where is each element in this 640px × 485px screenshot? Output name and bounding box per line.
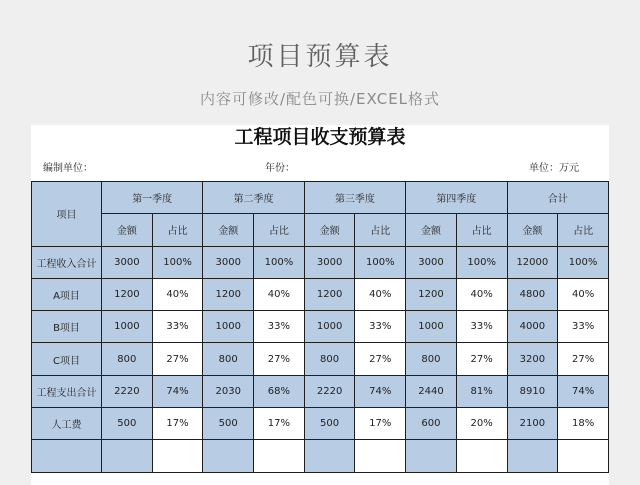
amount-cell: 1000 [406,311,457,343]
ratio-cell: 27% [558,343,609,375]
row-label: A项目 [32,278,102,310]
year-label: 年份： [265,163,295,174]
row-label: 工程支出合计 [32,375,102,407]
row-label: C项目 [32,343,102,375]
ratio-cell: 27% [355,343,406,375]
header-ratio: 占比 [456,214,507,246]
currency-unit-label: 单位：万元 [529,163,579,174]
amount-cell: 1200 [102,278,153,310]
ratio-cell: 100% [254,246,305,278]
compiling-unit-label: 编制单位： [43,163,93,174]
header-ratio: 占比 [355,214,406,246]
ratio-cell: 81% [456,375,507,407]
ratio-cell: 40% [456,278,507,310]
ratio-cell: 100% [456,246,507,278]
amount-cell: 2440 [406,375,457,407]
ratio-cell: 100% [558,246,609,278]
ratio-cell: 27% [254,343,305,375]
ratio-cell: 68% [254,375,305,407]
amount-cell: 4000 [507,311,558,343]
table-row [32,246,609,278]
amount-cell: 3000 [102,246,153,278]
amount-cell: 12000 [507,246,558,278]
amount-cell: 1200 [304,278,355,310]
ratio-cell: 33% [355,311,406,343]
row-label: B项目 [32,311,102,343]
header-amount: 金额 [507,214,558,246]
amount-cell [203,440,254,472]
ratio-cell: 20% [456,408,507,440]
budget-table [31,181,609,473]
table-row [32,311,609,343]
amount-cell: 8910 [507,375,558,407]
header-amount: 金额 [203,214,254,246]
header-q4: 第四季度 [406,182,507,214]
ratio-cell: 33% [254,311,305,343]
table-row [32,440,609,472]
amount-cell: 800 [102,343,153,375]
ratio-cell: 18% [558,408,609,440]
ratio-cell: 17% [254,408,305,440]
ratio-cell: 40% [355,278,406,310]
amount-cell: 500 [203,408,254,440]
ratio-cell [152,440,203,472]
amount-cell: 2220 [102,375,153,407]
amount-cell: 1000 [102,311,153,343]
header-ratio: 占比 [254,214,305,246]
amount-cell: 1200 [406,278,457,310]
ratio-cell: 40% [152,278,203,310]
header-ratio: 占比 [558,214,609,246]
budget-table-body [32,182,609,473]
ratio-cell: 74% [152,375,203,407]
ratio-cell: 100% [355,246,406,278]
row-label: 人工费 [32,408,102,440]
ratio-cell [355,440,406,472]
amount-cell: 2100 [507,408,558,440]
ratio-cell: 17% [355,408,406,440]
amount-cell [304,440,355,472]
amount-cell: 500 [102,408,153,440]
ratio-cell: 27% [456,343,507,375]
amount-cell: 1000 [304,311,355,343]
header-row-groups [32,182,609,214]
amount-cell: 3200 [507,343,558,375]
header-amount: 金额 [406,214,457,246]
header-amount: 金额 [304,214,355,246]
ratio-cell: 74% [558,375,609,407]
header-q1: 第一季度 [102,182,203,214]
table-row [32,343,609,375]
table-row [32,278,609,310]
ratio-cell: 40% [558,278,609,310]
row-label [32,440,102,472]
header-q2: 第二季度 [203,182,304,214]
amount-cell: 2220 [304,375,355,407]
ratio-cell [558,440,609,472]
amount-cell: 2030 [203,375,254,407]
table-row [32,408,609,440]
ratio-cell: 33% [152,311,203,343]
row-label: 工程收入合计 [32,246,102,278]
amount-cell: 800 [203,343,254,375]
amount-cell: 500 [304,408,355,440]
header-q3: 第三季度 [304,182,405,214]
amount-cell: 3000 [304,246,355,278]
ratio-cell: 100% [152,246,203,278]
amount-cell: 600 [406,408,457,440]
amount-cell: 1200 [203,278,254,310]
budget-sheet [31,125,609,485]
page-subtitle: 内容可修改/配色可换/EXCEL格式 [199,90,441,108]
amount-cell [406,440,457,472]
ratio-cell [254,440,305,472]
amount-cell: 800 [304,343,355,375]
header-total: 合计 [507,182,609,214]
header-ratio: 占比 [152,214,203,246]
amount-cell: 800 [406,343,457,375]
amount-cell [102,440,153,472]
table-row [32,375,609,407]
ratio-cell [456,440,507,472]
amount-cell: 4800 [507,278,558,310]
amount-cell [507,440,558,472]
amount-cell: 3000 [406,246,457,278]
ratio-cell: 40% [254,278,305,310]
amount-cell: 1000 [203,311,254,343]
page-title: 项目预算表 [247,42,393,72]
ratio-cell: 33% [558,311,609,343]
header-amount: 金额 [102,214,153,246]
ratio-cell: 33% [456,311,507,343]
ratio-cell: 74% [355,375,406,407]
sheet-title: 工程项目收支预算表 [234,126,406,148]
header-item: 项目 [32,182,102,247]
ratio-cell: 27% [152,343,203,375]
header-row-subcols [32,214,609,246]
ratio-cell: 17% [152,408,203,440]
amount-cell: 3000 [203,246,254,278]
